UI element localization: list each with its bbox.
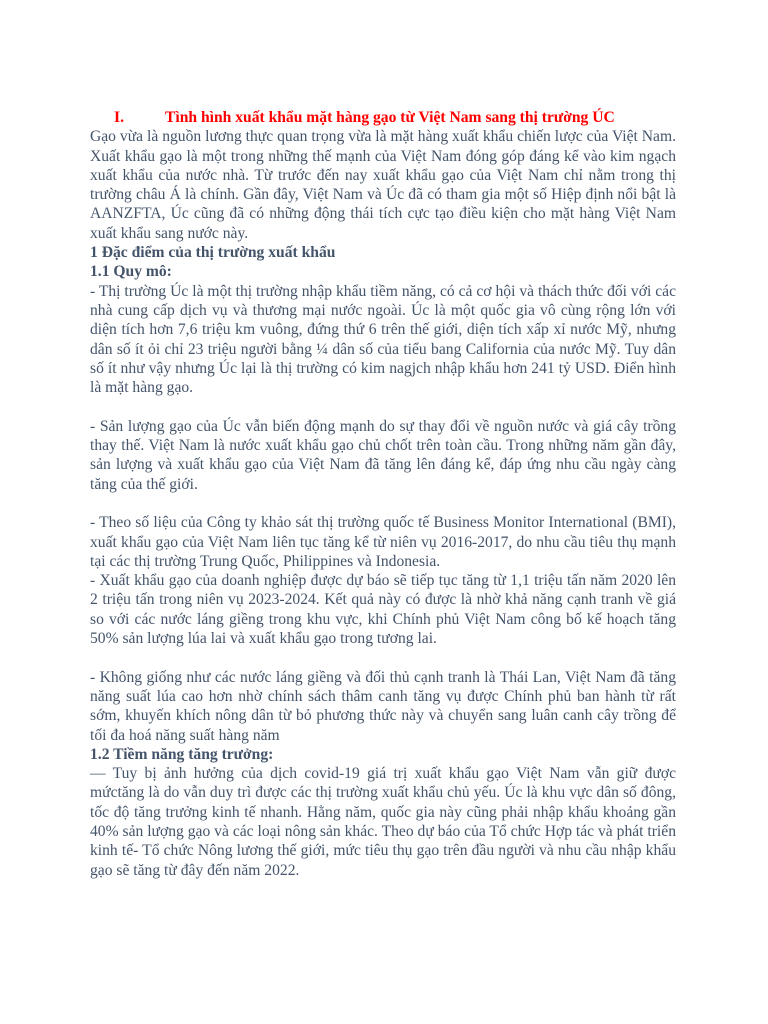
section-heading (90, 108, 676, 127)
intro-paragraph: Gạo vừa là nguồn lương thực quan trọng vừa là mặt hàng xuất khẩu chiến lược của Việt Nam. Xuất khẩu gạo là một trong những thế mạnh của Việt Nam đóng góp đáng kể vào kim ngạch xuất khẩu của nước nhà. Từ trước đến nay xuất khẩu gạo của Việt Nam chỉ nằm trong thị trường châu Á là chính. Gần đây, Việt Nam và Úc đã có tham gia một số Hiệp định nổi bật là AANZFTA, Úc cũng đã có những động thái tích cực tạo điều kiện cho mặt hàng Việt Nam xuất khẩu sang nước này. (90, 128, 676, 242)
blank-line (90, 494, 676, 513)
section-number: I. (114, 109, 124, 126)
heading-1: 1 Đặc điểm của thị trường xuất khẩu (90, 244, 336, 262)
paragraph-growth: — Tuy bị ảnh hưởng của dịch covid-19 giá trị xuất khẩu gạo Việt Nam vẫn giữ được mứctăng là do vẫn duy trì được các thị trường xuất khẩu chủ yếu. Úc là khu vực dân số đông, tốc độ tăng trưởng kinh tế nhanh. Hằng năm, quốc gia này cũng phải nhập khẩu khoảng gần 40% sản lượng gạo và các loại nông sản khác. Theo dự báo của Tổ chức Hợp tác và phát triển kinh tế- Tổ chức Nông lương thế giới, mức tiêu thụ gạo trên đầu người và nhu cầu nhập khẩu gạo sẽ tăng từ đây đến năm 2022. (90, 765, 676, 879)
paragraph-output: - Sản lượng gạo của Úc vẫn biến động mạnh do sự thay đổi về nguồn nước và giá cây trồng thay thế. Việt Nam là nước xuất khẩu gạo chủ chốt trên toàn cầu. Trong những năm gần đây, sản lượng và xuất khẩu gạo của Việt Nam đã tăng lên đáng kể, đáp ứng nhu cầu ngày càng tăng của thế giới. (90, 417, 676, 493)
blank-line (90, 648, 676, 667)
paragraph-forecast: - Xuất khẩu gạo của doanh nghiệp được dự báo sẽ tiếp tục tăng từ 1,1 triệu tấn năm 2020 lên 2 triệu tấn trong niên vụ 2023-2024. Kết quả này có được là nhờ khả năng cạnh tranh về giá so với các nước láng giềng trong khu vực, khi Chính phủ Việt Nam công bố kế hoạch tăng 50% sản lượng lúa lai và xuất khẩu gạo trong tương lai. (90, 572, 676, 648)
heading-1-2: 1.2 Tiềm năng tăng trưởng: (90, 745, 274, 763)
section-title: Tình hình xuất khẩu mặt hàng gạo từ Việt Nam sang thị trường ÚC (165, 109, 615, 126)
paragraph-productivity: - Không giống như các nước láng giềng và đối thủ cạnh tranh là Thái Lan, Việt Nam đã tăng năng suất lúa cao hơn nhờ chính sách thâm canh tăng vụ được Chính phủ ban hành từ rất sớm, khuyến khích nông dân từ bỏ phương thức này và chuyển sang luân canh cây trồng để tối đa hoá năng suất hàng năm (90, 668, 676, 744)
heading-1-1: 1.1 Quy mô: (90, 263, 172, 281)
paragraph-bmi: - Theo số liệu của Công ty khảo sát thị trường quốc tế Business Monitor International (BMI), xuất khẩu gạo của Việt Nam liên tục tăng kể từ niên vụ 2016-2017, do nhu cầu tiêu thụ mạnh tại các thị trường Trung Quốc, Philippines và Indonesia. (90, 514, 676, 570)
paragraph-scale: - Thị trường Úc là một thị trường nhập khẩu tiềm năng, có cả cơ hội và thách thức đối với các nhà cung cấp dịch vụ và thương mại nước ngoài. Úc là một quốc gia vô cùng rộng lớn với diện tích hơn 7,6 triệu km vuông, đứng thứ 6 trên thế giới, diện tích xấp xỉ nước Mỹ, nhưng dân số ít ỏi chỉ 23 triệu người bằng ¼ dân số của tiểu bang California của nước Mỹ. Tuy dân số ít như vậy nhưng Úc lại là thị trường có kim nagjch nhập khẩu hơn 241 tỷ USD. Điển hình là mặt hàng gạo. (90, 282, 676, 397)
blank-line (90, 397, 676, 416)
document-page (90, 108, 676, 880)
